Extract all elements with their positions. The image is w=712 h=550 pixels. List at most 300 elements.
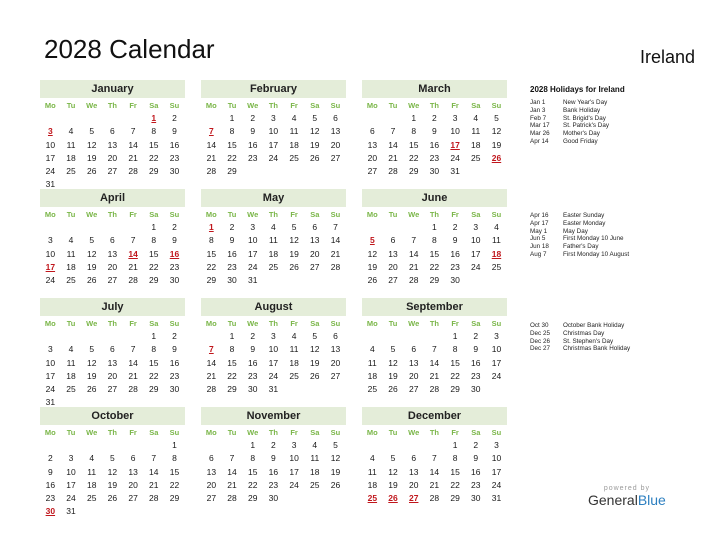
day-cell: 25 [471,152,481,163]
day-cell: 11 [87,466,97,477]
day-cell: 13 [107,248,118,259]
holiday-day: 30 [45,506,56,517]
holiday-row [530,212,629,220]
day-cell: 7 [432,453,437,464]
weekday-label: Mo [205,210,217,219]
day-cell: 16 [471,357,481,368]
day-cell: 28 [206,166,217,177]
holiday-name: St. Patrick's Day [563,122,609,130]
empty-day [222,439,243,452]
day-cell: 25 [491,261,502,272]
day-cell: 17 [491,466,502,477]
day-cell: 7 [390,126,396,137]
weekday-label: Fr [451,428,459,437]
day-cell: 8 [208,235,214,246]
day-cell: 21 [408,261,419,272]
month-august [201,298,346,396]
empty-day [383,439,404,452]
weekday-label: Tu [388,428,398,437]
day-cell: 20 [107,370,118,381]
weekday-label: Mo [44,319,56,328]
day-cell: 6 [208,453,214,464]
day-cell: 27 [330,370,341,381]
empty-day [40,439,61,452]
day-cell: 27 [310,261,320,272]
day-cell: 3 [271,331,276,341]
holiday-day: 26 [388,493,398,504]
day-cell: 15 [169,466,180,477]
day-cell: 21 [206,152,217,163]
day-cell: 15 [149,139,159,150]
day-cell: 19 [289,248,299,259]
weekday-label: Mo [366,319,378,328]
day-cell: 7 [229,453,235,464]
day-cell: 24 [66,493,76,504]
day-cell: 30 [169,275,180,286]
day-cell: 4 [369,344,375,355]
day-cell: 23 [450,261,460,272]
day-cell: 14 [330,235,341,246]
weekday-label: Su [491,428,502,437]
weekday-label: Sa [471,210,481,219]
day-cell: 28 [206,384,217,395]
day-cell: 28 [128,275,138,286]
weekday-label: We [86,428,98,437]
day-cell: 27 [206,493,217,504]
month-header: June [362,189,507,207]
weekday-label: Fr [290,101,298,110]
day-cell: 11 [471,126,481,137]
day-cell: 29 [169,493,180,504]
weekday-label: Su [169,428,180,437]
day-cell: 20 [206,479,217,490]
empty-day [362,330,383,343]
weekday-label: Su [330,101,341,110]
day-cell: 3 [452,113,458,123]
day-cell: 19 [86,152,97,163]
holiday-day: 7 [208,344,214,355]
weekday-label: Mo [44,428,56,437]
day-cell: 14 [429,466,440,477]
day-cell: 12 [310,126,320,137]
day-cell: 28 [408,275,419,286]
day-cell: 16 [227,248,237,259]
day-cell: 21 [227,479,237,490]
day-cell: 30 [471,493,481,504]
day-cell: 4 [68,126,74,137]
day-cell: 24 [45,384,56,395]
holiday-name: St. Stephen's Day [563,337,614,345]
day-cell: 1 [151,222,157,232]
day-cell: 9 [172,126,177,137]
day-cell: 8 [229,344,235,355]
day-cell: 10 [45,248,56,259]
day-cell: 15 [450,357,460,368]
day-cell: 9 [452,235,458,246]
day-cell: 13 [310,235,320,246]
weekday-label: Su [330,210,341,219]
holiday-row [530,235,629,243]
weekday-label: Tu [227,319,237,328]
day-cell: 11 [289,126,299,137]
day-cell: 14 [408,248,419,259]
month-header: November [201,407,346,425]
day-cell: 1 [229,331,235,341]
day-cell: 3 [68,453,74,464]
day-cell: 21 [128,370,138,381]
holiday-day: 25 [367,493,378,504]
holiday-day: 16 [169,248,180,259]
holiday-name: October Bank Holiday [563,322,625,329]
empty-day [61,439,82,452]
day-cell: 18 [268,248,279,259]
day-cell: 29 [149,275,159,286]
day-cell: 13 [408,357,419,368]
month-april [40,189,185,287]
weekday-label: We [247,101,259,110]
weekday-label: Tu [227,210,237,219]
day-cell: 16 [471,466,481,477]
day-cell: 24 [491,370,502,381]
holiday-name: Easter Monday [563,219,606,227]
day-cell: 14 [128,357,138,368]
day-cell: 15 [429,248,440,259]
day-cell: 30 [471,384,481,395]
holiday-row [530,122,609,130]
day-cell: 23 [247,152,258,163]
day-cell: 3 [250,222,256,232]
holiday-row [530,138,609,146]
holiday-row [530,228,629,236]
day-cell: 2 [250,113,256,123]
day-cell: 5 [494,113,499,123]
day-cell: 23 [471,370,481,381]
day-cell: 30 [227,275,237,286]
day-cell: 25 [289,152,299,163]
day-cell: 6 [130,453,136,464]
day-cell: 26 [86,384,97,395]
day-cell: 19 [107,479,118,490]
day-cell: 13 [330,126,341,137]
day-cell: 24 [471,261,481,272]
day-cell: 29 [450,384,460,395]
empty-day [201,439,222,452]
day-cell: 10 [45,139,56,150]
holiday-date: Jun 5 [530,235,546,243]
day-cell: 7 [432,344,437,355]
day-cell: 19 [310,139,320,150]
day-cell: 11 [492,235,501,246]
day-cell: 15 [149,357,159,368]
day-cell: 21 [206,370,217,381]
day-cell: 20 [388,261,398,272]
weekday-label: Th [429,428,439,437]
weekday-label: We [408,428,420,437]
day-cell: 15 [247,466,258,477]
weekday-label: Su [169,101,180,110]
day-cell: 11 [367,357,377,368]
day-cell: 6 [110,126,115,137]
day-cell: 27 [107,384,118,395]
day-cell: 3 [473,222,479,232]
day-cell: 22 [247,479,258,490]
weekday-label: Th [268,101,278,110]
holiday-group [530,212,629,259]
day-cell: 4 [473,113,479,123]
day-cell: 6 [333,331,338,341]
day-cell: 3 [271,113,276,123]
day-cell: 11 [268,235,278,246]
empty-day [81,112,102,125]
day-cell: 23 [429,152,440,163]
day-cell: 6 [110,235,115,246]
day-cell: 12 [491,126,502,137]
weekday-label: Sa [149,210,159,219]
weekday-label: Th [268,428,278,437]
day-cell: 10 [247,235,258,246]
day-cell: 24 [45,166,56,177]
day-cell: 29 [227,384,237,395]
day-cell: 20 [330,139,341,150]
month-header: September [362,298,507,316]
day-cell: 8 [151,126,157,137]
holiday-day: 5 [369,235,375,246]
day-cell: 24 [45,275,56,286]
day-cell: 4 [494,222,499,232]
weekday-label: Th [107,210,117,219]
day-cell: 16 [429,139,440,150]
day-cell: 6 [369,126,375,137]
weekday-label: Mo [366,428,378,437]
weekday-label: Fr [129,319,137,328]
day-cell: 11 [66,357,76,368]
day-cell: 9 [250,126,256,137]
month-january [40,80,185,192]
holiday-day: 17 [450,139,460,150]
day-cell: 17 [471,248,481,259]
day-cell: 21 [429,479,440,490]
day-cell: 14 [206,139,217,150]
day-cell: 16 [169,139,180,150]
empty-day [362,439,383,452]
empty-day [40,221,61,234]
day-cell: 14 [149,466,159,477]
weekday-label: Sa [310,101,320,110]
weekday-label: Mo [366,210,378,219]
month-header: January [40,80,185,98]
day-cell: 19 [388,479,398,490]
day-cell: 12 [86,139,97,150]
empty-day [102,112,123,125]
day-cell: 13 [388,248,398,259]
holiday-date: Apr 14 [530,137,549,145]
day-cell: 29 [206,275,217,286]
holiday-date: Dec 25 [530,329,550,337]
day-cell: 21 [388,152,398,163]
day-cell: 8 [432,235,437,246]
day-cell: 14 [206,357,217,368]
day-cell: 22 [408,152,419,163]
day-cell: 8 [452,453,458,464]
day-cell: 30 [169,166,180,177]
empty-day [81,330,102,343]
day-cell: 1 [411,113,417,123]
weekday-label: Th [429,210,439,219]
weekday-label: Su [169,319,180,328]
day-cell: 30 [169,384,180,395]
holiday-date: Jan 1 [530,99,546,106]
day-cell: 1 [151,331,157,341]
weekday-label: We [247,319,259,328]
day-cell: 10 [491,344,502,355]
weekday-label: Sa [149,319,159,328]
empty-day [362,221,383,234]
day-cell: 29 [408,166,419,177]
day-cell: 6 [390,235,396,246]
day-cell: 12 [388,466,398,477]
holiday-row [530,243,629,251]
day-cell: 3 [494,440,499,450]
day-cell: 6 [411,453,417,464]
day-cell: 18 [289,357,299,368]
brand-name [588,492,666,508]
empty-day [61,112,82,125]
day-cell: 18 [310,466,320,477]
empty-day [123,112,144,125]
day-cell: 25 [86,493,97,504]
day-cell: 21 [149,479,159,490]
holiday-name: Christmas Bank Holiday [563,345,631,353]
day-cell: 22 [149,370,159,381]
day-cell: 8 [151,235,157,246]
day-cell: 12 [330,453,341,464]
weekday-label: Sa [310,319,320,328]
day-cell: 19 [310,357,320,368]
day-cell: 24 [491,479,502,490]
day-cell: 31 [45,397,56,408]
day-cell: 4 [312,440,318,450]
holiday-row [530,345,630,353]
weekday-label: Mo [205,428,217,437]
day-cell: 18 [86,479,97,490]
day-cell: 29 [149,384,159,395]
day-cell: 10 [450,126,460,137]
day-cell: 15 [149,248,159,259]
day-cell: 17 [268,357,279,368]
day-cell: 26 [107,493,118,504]
day-cell: 20 [330,357,341,368]
day-cell: 19 [367,261,378,272]
day-cell: 9 [172,344,177,355]
day-cell: 10 [45,357,56,368]
month-header: July [40,298,185,316]
day-cell: 9 [473,344,479,355]
day-cell: 25 [66,275,76,286]
weekday-label: Th [107,101,117,110]
weekday-label: Fr [290,210,298,219]
day-cell: 4 [291,113,297,123]
day-cell: 2 [271,440,276,450]
day-cell: 7 [130,235,136,246]
weekday-label: Mo [44,101,56,110]
day-cell: 22 [169,479,180,490]
day-cell: 19 [86,261,97,272]
day-cell: 20 [408,370,419,381]
day-cell: 25 [310,479,320,490]
day-cell: 25 [367,384,378,395]
weekday-label: Tu [66,319,76,328]
day-cell: 9 [229,235,235,246]
day-cell: 26 [330,479,341,490]
day-cell: 7 [130,126,136,137]
day-cell: 23 [169,152,180,163]
empty-day [201,330,222,343]
day-cell: 23 [227,261,237,272]
day-cell: 25 [268,261,279,272]
day-cell: 14 [388,139,398,150]
weekday-label: Fr [451,210,459,219]
day-cell: 30 [268,493,279,504]
day-cell: 11 [289,344,299,355]
empty-day [123,439,144,452]
weekday-label: Th [107,428,117,437]
day-cell: 10 [268,344,279,355]
day-cell: 6 [333,113,338,123]
day-cell: 19 [491,139,502,150]
month-header: October [40,407,185,425]
day-cell: 21 [128,261,138,272]
weekday-label: Mo [205,101,217,110]
day-cell: 4 [89,453,95,464]
day-cell: 18 [289,139,299,150]
month-december [362,407,507,505]
day-cell: 28 [429,493,440,504]
day-cell: 10 [289,453,299,464]
day-cell: 29 [247,493,258,504]
day-cell: 24 [289,479,299,490]
day-cell: 6 [411,344,417,355]
month-february [201,80,346,178]
day-cell: 13 [107,139,118,150]
day-cell: 16 [45,479,56,490]
day-cell: 14 [227,466,237,477]
day-cell: 31 [491,493,502,504]
day-cell: 4 [369,453,375,464]
day-cell: 28 [330,261,341,272]
holiday-date: May 1 [530,227,548,235]
day-cell: 22 [429,261,440,272]
day-cell: 5 [89,344,95,355]
day-cell: 13 [367,139,378,150]
day-cell: 31 [247,275,258,286]
weekday-label: Sa [471,101,481,110]
holiday-name: Easter Sunday [563,212,605,219]
day-cell: 22 [227,152,237,163]
holiday-name: First Monday 10 August [563,250,630,258]
day-cell: 12 [86,248,97,259]
holiday-day: 17 [45,261,56,272]
day-cell: 17 [491,357,502,368]
day-cell: 5 [390,344,396,355]
day-cell: 19 [388,370,398,381]
holiday-group [530,322,630,353]
day-cell: 9 [271,453,276,464]
weekday-label: Fr [129,101,137,110]
day-cell: 1 [452,440,458,450]
day-cell: 6 [110,344,115,355]
holiday-row [530,338,630,346]
holiday-name: Christmas Day [563,329,605,337]
